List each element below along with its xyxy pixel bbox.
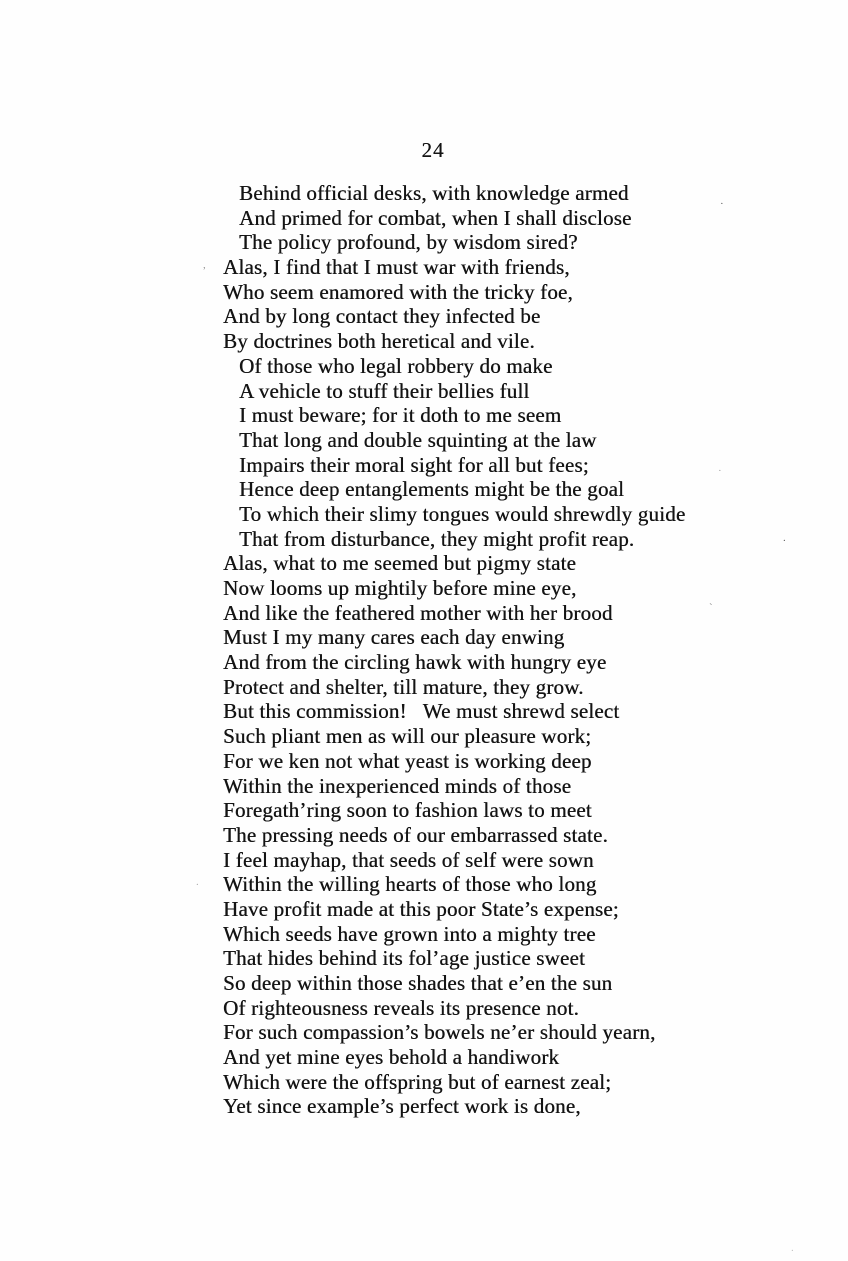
poem-line: Such pliant men as will our pleasure work;: [223, 724, 592, 749]
poem-line: Of righteousness reveals its presence not.: [223, 995, 579, 1020]
poem-line: Alas, I find that I must war with friends,: [223, 255, 570, 280]
scan-speck: .: [783, 532, 786, 544]
poem-line: But this commission! We must shrewd select: [223, 699, 620, 724]
poem-line: So deep within those shades that e’en the sun: [223, 971, 613, 995]
poem-line: Within the inexperienced minds of those: [223, 773, 572, 798]
poem-line: And primed for combat, when I shall disclose: [239, 205, 632, 230]
poem-line: For such compassion’s bowels ne’er should yearn,: [223, 1020, 656, 1045]
poem-line: By doctrines both heretical and vile.: [223, 329, 535, 354]
poem-line: That hides behind its fol’age justice sweet: [223, 946, 586, 971]
poem-line: To which their slimy tongues would shrewdly guide: [239, 501, 686, 526]
scan-speck: ·: [720, 198, 724, 210]
scan-speck: ·: [718, 465, 722, 477]
poem-line: That from disturbance, they might profit reap.: [239, 526, 635, 551]
poem-line: Alas, what to me seemed but pigmy state: [223, 551, 577, 576]
poem-line: And from the circling hawk with hungry eye: [223, 650, 607, 675]
poem-line: Protect and shelter, till mature, they grow.: [223, 674, 584, 699]
poem-line: Yet since example’s perfect work is done,: [223, 1094, 581, 1119]
poem-line: Behind official desks, with knowledge armed: [239, 181, 629, 205]
poem-line: Which seeds have grown into a mighty tree: [223, 921, 596, 946]
poem-line: Must I my many cares each day enwing: [223, 625, 565, 650]
poem-line: Which were the offspring but of earnest zeal;: [223, 1069, 612, 1094]
scan-speck: .: [196, 876, 199, 888]
poem-line: Foregath’ring soon to fashion laws to meet: [223, 798, 592, 823]
poem-text: [223, 181, 685, 1119]
poem-line: And by long contact they infected be: [223, 304, 541, 329]
poem-line: Within the willing hearts of those who long: [223, 872, 597, 897]
page-number: 24: [421, 138, 445, 162]
poem-line: Of those who legal robbery do make: [239, 353, 553, 378]
poem-line: Who seem enamored with the tricky foe,: [223, 279, 573, 304]
poem-line: Now looms up mightily before mine eye,: [223, 576, 577, 600]
poem-line: And like the feathered mother with her brood: [223, 600, 613, 625]
poem-line: The policy profound, by wisdom sired?: [239, 230, 578, 255]
scan-speck: ,: [203, 259, 206, 271]
scan-speck: .: [791, 1242, 794, 1254]
poem-line: I feel mayhap, that seeds of self were sown: [223, 847, 594, 872]
poem-line: And yet mine eyes behold a handiwork: [223, 1045, 560, 1070]
poem-line: That long and double squinting at the law: [239, 427, 597, 452]
poem-line: The pressing needs of our embarrassed state.: [223, 822, 608, 847]
scan-speck: `: [709, 602, 713, 614]
poem-line: I must beware; for it doth to me seem: [239, 403, 562, 428]
poem-line: For we ken not what yeast is working deep: [223, 748, 592, 773]
poem-line: A vehicle to stuff their bellies full: [239, 378, 530, 403]
poem-line: Impairs their moral sight for all but fees;: [239, 452, 589, 477]
poem-line: Hence deep entanglements might be the goal: [239, 477, 625, 502]
poem-line: Have profit made at this poor State’s expense;: [223, 896, 619, 921]
